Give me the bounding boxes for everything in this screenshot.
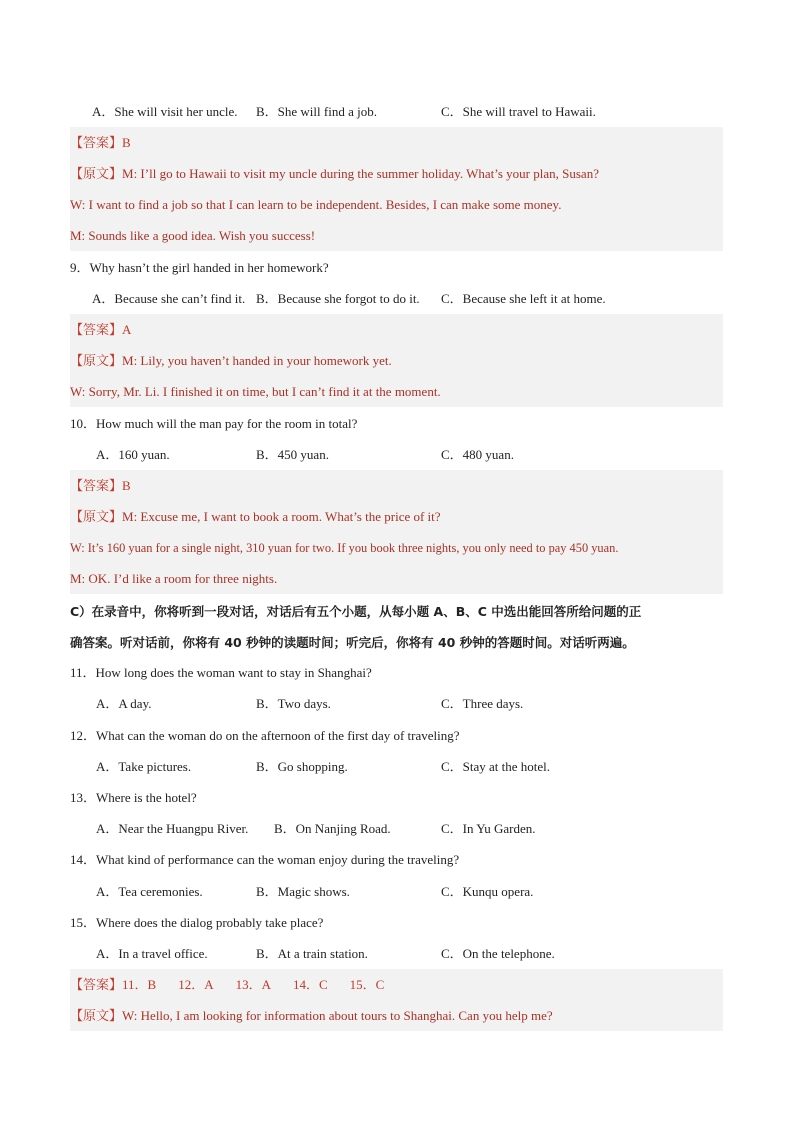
q12-option-b: B．Go shopping. <box>256 759 348 774</box>
q11-option-c: C．Three days. <box>441 696 524 711</box>
question-text: 14．What kind of performance can the woman enjoy during the traveling? <box>70 852 460 867</box>
source-label: 【原文】 <box>70 354 123 369</box>
q14-option-a: A．Tea ceremonies. <box>96 884 203 899</box>
q14-options <box>70 876 723 907</box>
q8-source-2 <box>70 189 723 220</box>
q8-answer <box>70 127 723 158</box>
q8-option-a: A．She will visit her uncle. <box>92 104 238 119</box>
q13-option-c: C．In Yu Garden. <box>441 821 536 836</box>
q15-option-a: A．In a travel office. <box>96 946 208 961</box>
question-text: 10．How much will the man pay for the room in total? <box>70 416 358 431</box>
q10-options <box>70 439 723 470</box>
q8-source-3 <box>70 220 723 251</box>
source-text: W: It’s 160 yuan for a single night, 310 yuan for two. If you book three nights, you only need to pay 450 yuan. <box>70 541 619 555</box>
answer-label: 【答案】 <box>70 136 123 151</box>
q15-question <box>70 907 723 938</box>
instruction-text: C）在录音中，你将听到一段对话，对话后有五个小题，从每小题 A、B、C 中选出能回答所给问题的正 <box>70 604 642 619</box>
q10-option-c: C．480 yuan. <box>441 447 514 462</box>
source-text: M: Lily, you haven’t handed in your homework yet. <box>122 353 392 368</box>
question-text: 9．Why hasn’t the girl handed in her homework? <box>70 260 329 275</box>
q9-option-c: C．Because she left it at home. <box>441 291 606 306</box>
q10-option-a: A．160 yuan. <box>96 447 170 462</box>
question-text: 15．Where does the dialog probably take place? <box>70 915 324 930</box>
source-text: W: Hello, I am looking for information about tours to Shanghai. Can you help me? <box>122 1008 553 1023</box>
answer-item: 15．C <box>349 977 385 992</box>
answer-item: 13．A <box>235 977 271 992</box>
q9-option-b: B．Because she forgot to do it. <box>256 291 420 306</box>
answers-11-15-source-1 <box>70 1000 723 1031</box>
q11-question <box>70 657 723 688</box>
q9-question <box>70 252 723 283</box>
q9-option-a: A．Because she can’t find it. <box>92 291 246 306</box>
q11-options <box>70 688 723 719</box>
q14-option-b: B．Magic shows. <box>256 884 350 899</box>
question-text: 12．What can the woman do on the afternoon of the first day of traveling? <box>70 728 460 743</box>
q10-source-1 <box>70 501 723 532</box>
q13-options <box>70 813 723 844</box>
answer-value: A <box>122 322 132 337</box>
source-label: 【原文】 <box>70 167 123 182</box>
q11-option-a: A．A day. <box>96 696 152 711</box>
source-label: 【原文】 <box>70 1009 123 1024</box>
q12-options <box>70 751 723 782</box>
q13-option-a: A．Near the Huangpu River. <box>96 821 249 836</box>
answer-item: 12．A <box>178 977 214 992</box>
q14-option-c: C．Kunqu opera. <box>441 884 534 899</box>
q12-question <box>70 720 723 751</box>
q9-answer <box>70 314 723 345</box>
q14-question <box>70 844 723 875</box>
q9-source-1 <box>70 345 723 376</box>
q9-source-2 <box>70 376 723 407</box>
instruction-text: 确答案。听对话前，你将有 40 秒钟的读题时间；听完后，你将有 40 秒钟的答题时间。对话听两遍。 <box>70 635 635 650</box>
answer-item: 11．B <box>122 977 157 992</box>
q8-option-c: C．She will travel to Hawaii. <box>441 104 596 119</box>
q8-source-1 <box>70 158 723 189</box>
q12-option-c: C．Stay at the hotel. <box>441 759 551 774</box>
q10-option-b: B．450 yuan. <box>256 447 329 462</box>
source-text: M: Sounds like a good idea. Wish you success! <box>70 228 316 243</box>
answer-label: 【答案】 <box>70 323 123 338</box>
section-c-instruction-1 <box>70 596 723 627</box>
source-text: W: I want to find a job so that I can learn to be independent. Besides, I can make some money. <box>70 197 562 212</box>
source-text: M: OK. I’d like a room for three nights. <box>70 571 278 586</box>
source-text: W: Sorry, Mr. Li. I finished it on time, but I can’t find it at the moment. <box>70 384 441 399</box>
q10-answer <box>70 470 723 501</box>
q8-options <box>70 96 723 127</box>
q13-option-b: B．On Nanjing Road. <box>274 821 391 836</box>
question-text: 13．Where is the hotel? <box>70 790 197 805</box>
source-text: M: I’ll go to Hawaii to visit my uncle during the summer holiday. What’s your plan, Susan? <box>122 166 599 181</box>
question-text: 11．How long does the woman want to stay in Shanghai? <box>70 665 372 680</box>
answer-value: B <box>122 135 131 150</box>
answers-11-15 <box>70 969 723 1000</box>
answer-label: 【答案】 <box>70 978 123 993</box>
q10-source-3 <box>70 563 723 594</box>
q13-question <box>70 782 723 813</box>
q9-options <box>70 283 723 314</box>
q11-option-b: B．Two days. <box>256 696 331 711</box>
q15-options <box>70 938 723 969</box>
q8-option-b: B．She will find a job. <box>256 104 377 119</box>
q10-question <box>70 408 723 439</box>
q15-option-b: B．At a train station. <box>256 946 368 961</box>
source-text: M: Excuse me, I want to book a room. What’s the price of it? <box>122 509 441 524</box>
answer-value: B <box>122 478 131 493</box>
answer-label: 【答案】 <box>70 479 123 494</box>
source-label: 【原文】 <box>70 510 123 525</box>
answer-item: 14．C <box>293 977 328 992</box>
q15-option-c: C．On the telephone. <box>441 946 555 961</box>
section-c-instruction-2 <box>70 627 723 658</box>
q10-source-2 <box>70 532 723 563</box>
q12-option-a: A．Take pictures. <box>96 759 192 774</box>
